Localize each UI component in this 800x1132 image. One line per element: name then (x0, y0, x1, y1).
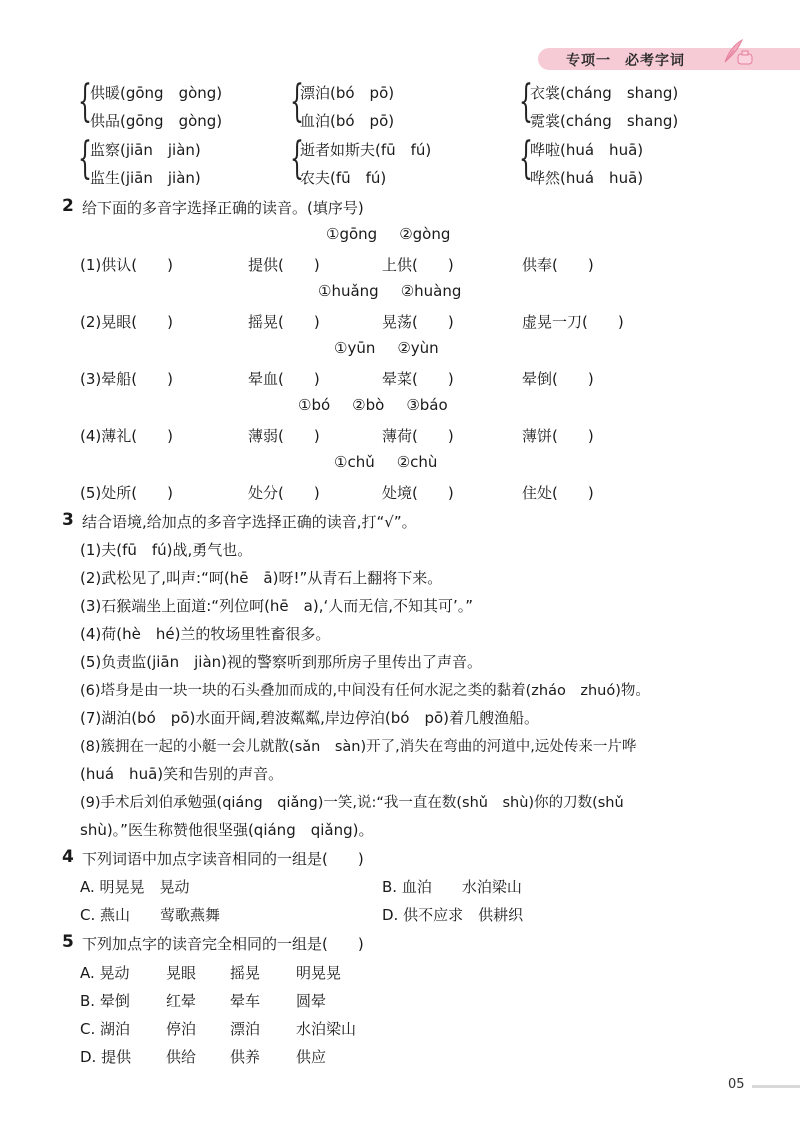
word-item: (2)晃眼( ) (80, 313, 173, 331)
section-title: 必考字词 (625, 53, 685, 69)
sentence: (1)夫(fū fú)战,勇气也。 (80, 541, 253, 559)
question-text: 结合语境,给加点的多音字选择正确的读音,打“√”。 (82, 513, 417, 531)
question-text: 给下面的多音字选择正确的读音。(填序号) (82, 199, 364, 217)
option-2: ②chù (396, 453, 438, 471)
reading-options (326, 225, 472, 243)
question-text: 下列词语中加点字读音相同的一组是( ) (82, 850, 364, 868)
word-item: 住处( ) (522, 484, 594, 502)
sentence: (6)塔身是由一块一块的石头叠加而成的,中间没有任何水泥之类的黏着(zháo zhuó)物。 (80, 683, 650, 699)
word-item: 晕菜( ) (382, 370, 454, 388)
header-title (566, 50, 685, 70)
choice-word: 供应 (296, 1048, 327, 1066)
choice-word: 漂泊 (230, 1020, 261, 1038)
q1-pair-1-bottom: 供品(gōng gòng) (90, 112, 223, 130)
reading-options (334, 453, 459, 471)
option-1: ①yūn (334, 339, 376, 357)
option-2: ②yùn (397, 339, 439, 357)
word-item: 薄弱( ) (248, 427, 320, 445)
word-item: (3)晕船( ) (80, 370, 173, 388)
option-1: ①huǎng (318, 282, 379, 300)
word-item: 虚晃一刀( ) (522, 313, 624, 331)
sentence: (2)武松见了,叫声:“呵(hē ā)呀!”从青石上翻将下来。 (80, 569, 443, 587)
brace-icon: { (78, 76, 92, 127)
option-2: ②gòng (399, 225, 451, 243)
choice-word: 红晕 (166, 992, 197, 1010)
choice-word: 晃眼 (166, 964, 197, 982)
word-item: 上供( ) (382, 256, 454, 274)
option-2: ②huàng (400, 282, 462, 300)
q1-pair-6-bottom: 哗然(huá huā) (530, 169, 644, 187)
sentence: (8)簇拥在一起的小艇一会儿就散(sǎn sàn)开了,消失在弯曲的河道中,远处传来一片哗 (80, 739, 637, 755)
word-item: (5)处所( ) (80, 484, 173, 502)
word-item: (1)供认( ) (80, 256, 173, 274)
choice-word: 水泊梁山 (296, 1020, 357, 1038)
sentence: shù)。”医生称赞他很坚强(qiáng qiǎng)。 (80, 821, 374, 839)
word-item: 薄荷( ) (382, 427, 454, 445)
word-item: 薄饼( ) (522, 427, 594, 445)
word-item: (4)薄礼( ) (80, 427, 173, 445)
choice-word: 供养 (230, 1048, 261, 1066)
q1-pair-4-top: 监察(jiān jiàn) (90, 141, 201, 159)
question-number: 2 (62, 196, 74, 216)
choice-word: 明晃晃 (296, 964, 342, 982)
reading-options (318, 282, 483, 300)
choice-d: D. 供不应求 供耕织 (382, 906, 524, 924)
word-item: 供奉( ) (522, 256, 594, 274)
option-2: ②bò (352, 396, 385, 414)
word-item: 摇晃( ) (248, 313, 320, 331)
sentence: (9)手术后刘伯承勉强(qiáng qiǎng)一笑,说:“我一直在数(shǔ shù)你的刀数(shǔ (80, 795, 624, 811)
choice-b: B. 血泊 水泊梁山 (382, 878, 522, 896)
sentence: (5)负责监(jiān jiàn)视的警察听到那所房子里传出了声音。 (80, 653, 483, 671)
q1-pair-3-bottom: 霓裳(cháng shang) (530, 112, 679, 130)
brace-icon: { (519, 76, 533, 127)
option-1: ①chǔ (334, 453, 375, 471)
choice-word: 晕车 (230, 992, 261, 1010)
q1-pair-5-bottom: 农夫(fū fú) (300, 169, 387, 187)
choice-word: 圆晕 (296, 992, 327, 1010)
sentence: (huá huā)笑和告别的声音。 (80, 765, 284, 783)
sentence: (7)湖泊(bó pō)水面开阔,碧波粼粼,岸边停泊(bó pō)着几艘渔船。 (80, 709, 539, 727)
choice-word: 摇晃 (230, 964, 261, 982)
word-item: 处境( ) (382, 484, 454, 502)
choice-d: D. 提供 (80, 1048, 132, 1066)
reading-options (298, 396, 470, 414)
q1-pair-3-top: 衣裳(cháng shang) (530, 84, 679, 102)
choice-a: A. 明晃晃 晃动 (80, 878, 190, 896)
option-1: ①bó (298, 396, 331, 414)
q1-pair-6-top: 哗啦(huá huā) (530, 141, 644, 159)
brace-icon: { (78, 133, 92, 184)
word-item: 晃荡( ) (382, 313, 454, 331)
inkwell-icon (736, 48, 754, 66)
question-number: 5 (62, 932, 74, 952)
option-3: ③báo (406, 396, 448, 414)
choice-word: 停泊 (166, 1020, 197, 1038)
choice-c: C. 湖泊 (80, 1020, 131, 1038)
choice-c: C. 燕山 莺歌燕舞 (80, 906, 221, 924)
brace-icon: { (290, 76, 304, 127)
brace-icon: { (519, 133, 533, 184)
choice-word: 供给 (166, 1048, 197, 1066)
choice-b: B. 晕倒 (80, 992, 130, 1010)
sentence: (3)石猴端坐上面道:“列位呵(hē a),‘人而无信,不知其可’。” (80, 597, 474, 615)
word-item: 提供( ) (248, 256, 320, 274)
word-item: 处分( ) (248, 484, 320, 502)
question-text: 下列加点字的读音完全相同的一组是( ) (82, 935, 364, 953)
q1-pair-2-bottom: 血泊(bó pō) (300, 112, 395, 130)
q1-pair-2-top: 漂泊(bó pō) (300, 84, 395, 102)
word-item: 晕血( ) (248, 370, 320, 388)
word-item: 晕倒( ) (522, 370, 594, 388)
section-label: 专项一 (566, 53, 611, 69)
question-number: 4 (62, 847, 74, 867)
option-1: ①gōng (326, 225, 378, 243)
footer-divider (752, 1085, 800, 1088)
choice-a: A. 晃动 (80, 964, 130, 982)
q1-pair-5-top: 逝者如斯夫(fū fú) (300, 141, 432, 159)
question-number: 3 (62, 510, 74, 530)
page-number: 05 (728, 1077, 745, 1092)
reading-options (334, 339, 461, 357)
sentence: (4)荷(hè hé)兰的牧场里牲畜很多。 (80, 625, 331, 643)
q1-pair-1-top: 供暖(gōng gòng) (90, 84, 223, 102)
brace-icon: { (290, 133, 304, 184)
q1-pair-4-bottom: 监生(jiān jiàn) (90, 169, 201, 187)
